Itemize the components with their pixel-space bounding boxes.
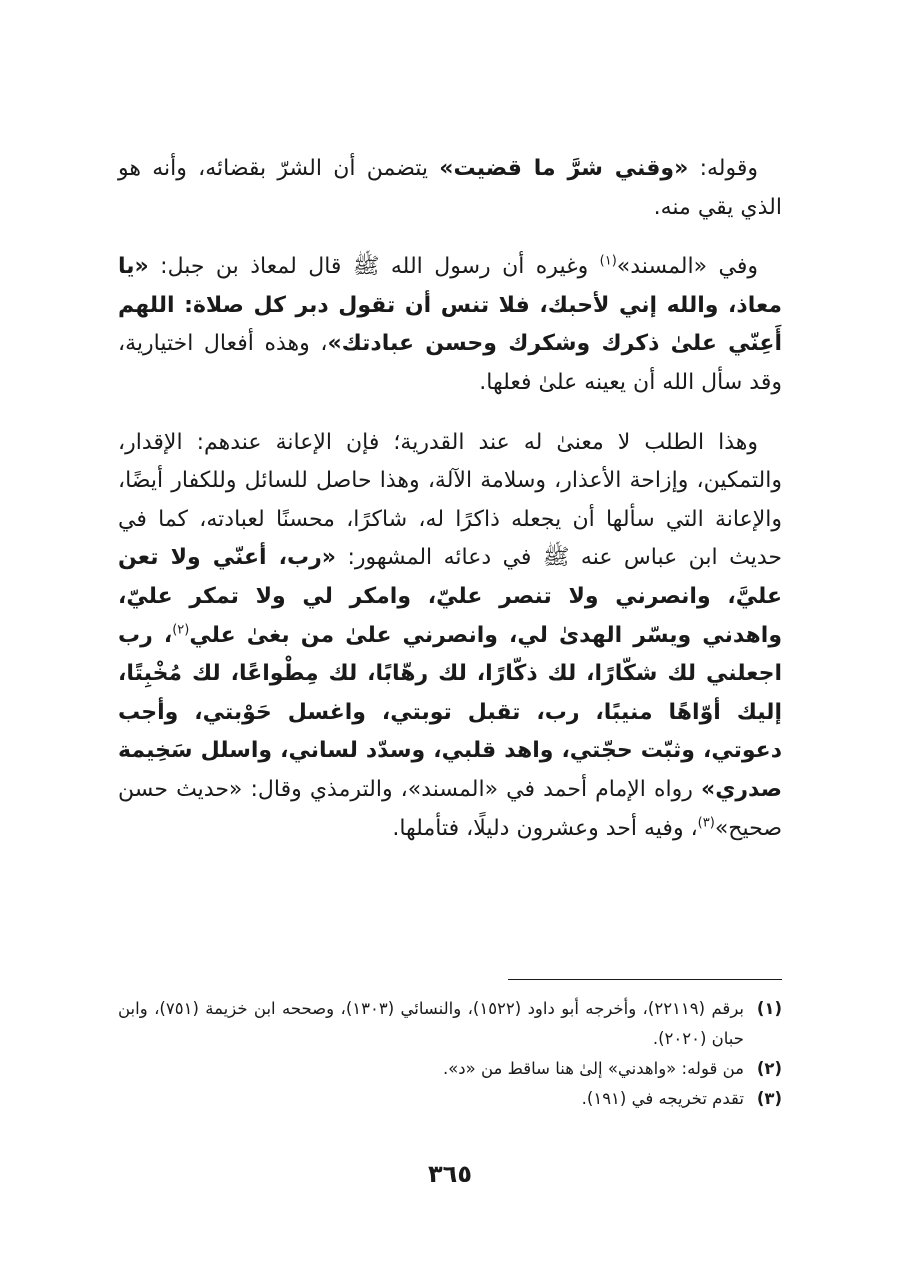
footnote-divider: [508, 979, 782, 980]
footnote-number: (١): [756, 999, 782, 1018]
paragraph-3: [118, 424, 782, 849]
footnote-text: من قوله: «واهدني» إلىٰ هنا ساقط من «د».: [442, 1059, 744, 1078]
paragraph-2: [118, 248, 782, 402]
footnote-ref-3[interactable]: (٣): [697, 815, 715, 831]
footnote-2: [118, 1054, 782, 1084]
p1-text-1: وقوله:: [688, 156, 758, 181]
p2-text-3: ، وهذه أفعال اختيارية، وقد سأل الله أن يعينه علىٰ فعلها.: [118, 331, 782, 395]
footnote-text: تقدم تخريجه في (١٩١).: [581, 1089, 744, 1108]
footnote-number: (٢): [756, 1059, 782, 1078]
footnote-text: برقم (٢٢١١٩)، وأخرجه أبو داود (١٥٢٢)، والنسائي (١٣٠٣)، وصححه ابن خزيمة (٧٥١)، وابن حبان (٢٠٢٠).: [118, 999, 745, 1048]
footnote-3: [118, 1084, 782, 1114]
paragraph-1: [118, 150, 782, 227]
footnote-number: (٣): [756, 1089, 782, 1108]
p2-text-1: وفي «المسند»: [616, 254, 758, 280]
p3-dua-quote-part-1: «رب، أعنّي ولا تعن عليَّ، وانصرني ولا تنصر عليّ، وامكر لي ولا تمكر عليّ، واهدني ويسّر الهدىٰ لي، وانصرني علىٰ من بغىٰ علي: [118, 545, 783, 648]
p3-text-2: رواه الإمام أحمد في «المسند»، والترمذي وقال: «حديث حسن صحيح»: [118, 776, 782, 841]
page-body: [118, 150, 782, 869]
p3-dua-quote-part-2: ، رب اجعلني لك شكّارًا، لك ذكّارًا، لك رهّابًا، لك مِطْواعًا، لك مُخْبِتًا، إليك أوّاهًا منيبًا، رب، تقبل توبتي، واغسل حَوْبتي، وأجب دعوتي، وثبّت حجّتي، واهد قلبي، وسدّد لساني، واسلل سَخِيمة صدري»: [118, 622, 782, 802]
footnotes: [118, 994, 782, 1114]
footnote-ref-2[interactable]: (٢): [172, 622, 190, 638]
p3-text-3: ، وفيه أحد وعشرون دليلًا، فتأملها.: [392, 815, 698, 841]
p1-text-2: يتضمن أن الشرّ بقضائه، وأنه هو الذي يقي منه.: [118, 156, 782, 220]
footnote-ref-1[interactable]: (١): [599, 253, 617, 269]
p1-quote: «وقني شرَّ ما قضيت»: [439, 156, 689, 181]
p2-hadith-quote: «يا معاذ، والله إني لأحبك، فلا تنس أن تقول دبر كل صلاة: اللهم أَعِنّي علىٰ ذكرك وشكرك وحسن عبادتك»: [118, 254, 782, 357]
page-number: ٣٦٥: [428, 1160, 472, 1188]
p3-text-1: وهذا الطلب لا معنىٰ له عند القدرية؛ فإن الإعانة عندهم: الإقدار، والتمكين، وإزاحة الأعذار، وسلامة الآلة، وهذا حاصل للسائل وللكفار أيضًا، والإعانة التي سألها أن يجعله ذاكرًا له، شاكرًا، محسنًا لعبادته، كما في حديث ابن عباس عنه ﷺ في دعائه المشهور:: [118, 429, 782, 571]
footnote-1: [118, 994, 782, 1054]
p2-text-2: وغيره أن رسول الله ﷺ قال لمعاذ بن جبل:: [148, 254, 600, 280]
